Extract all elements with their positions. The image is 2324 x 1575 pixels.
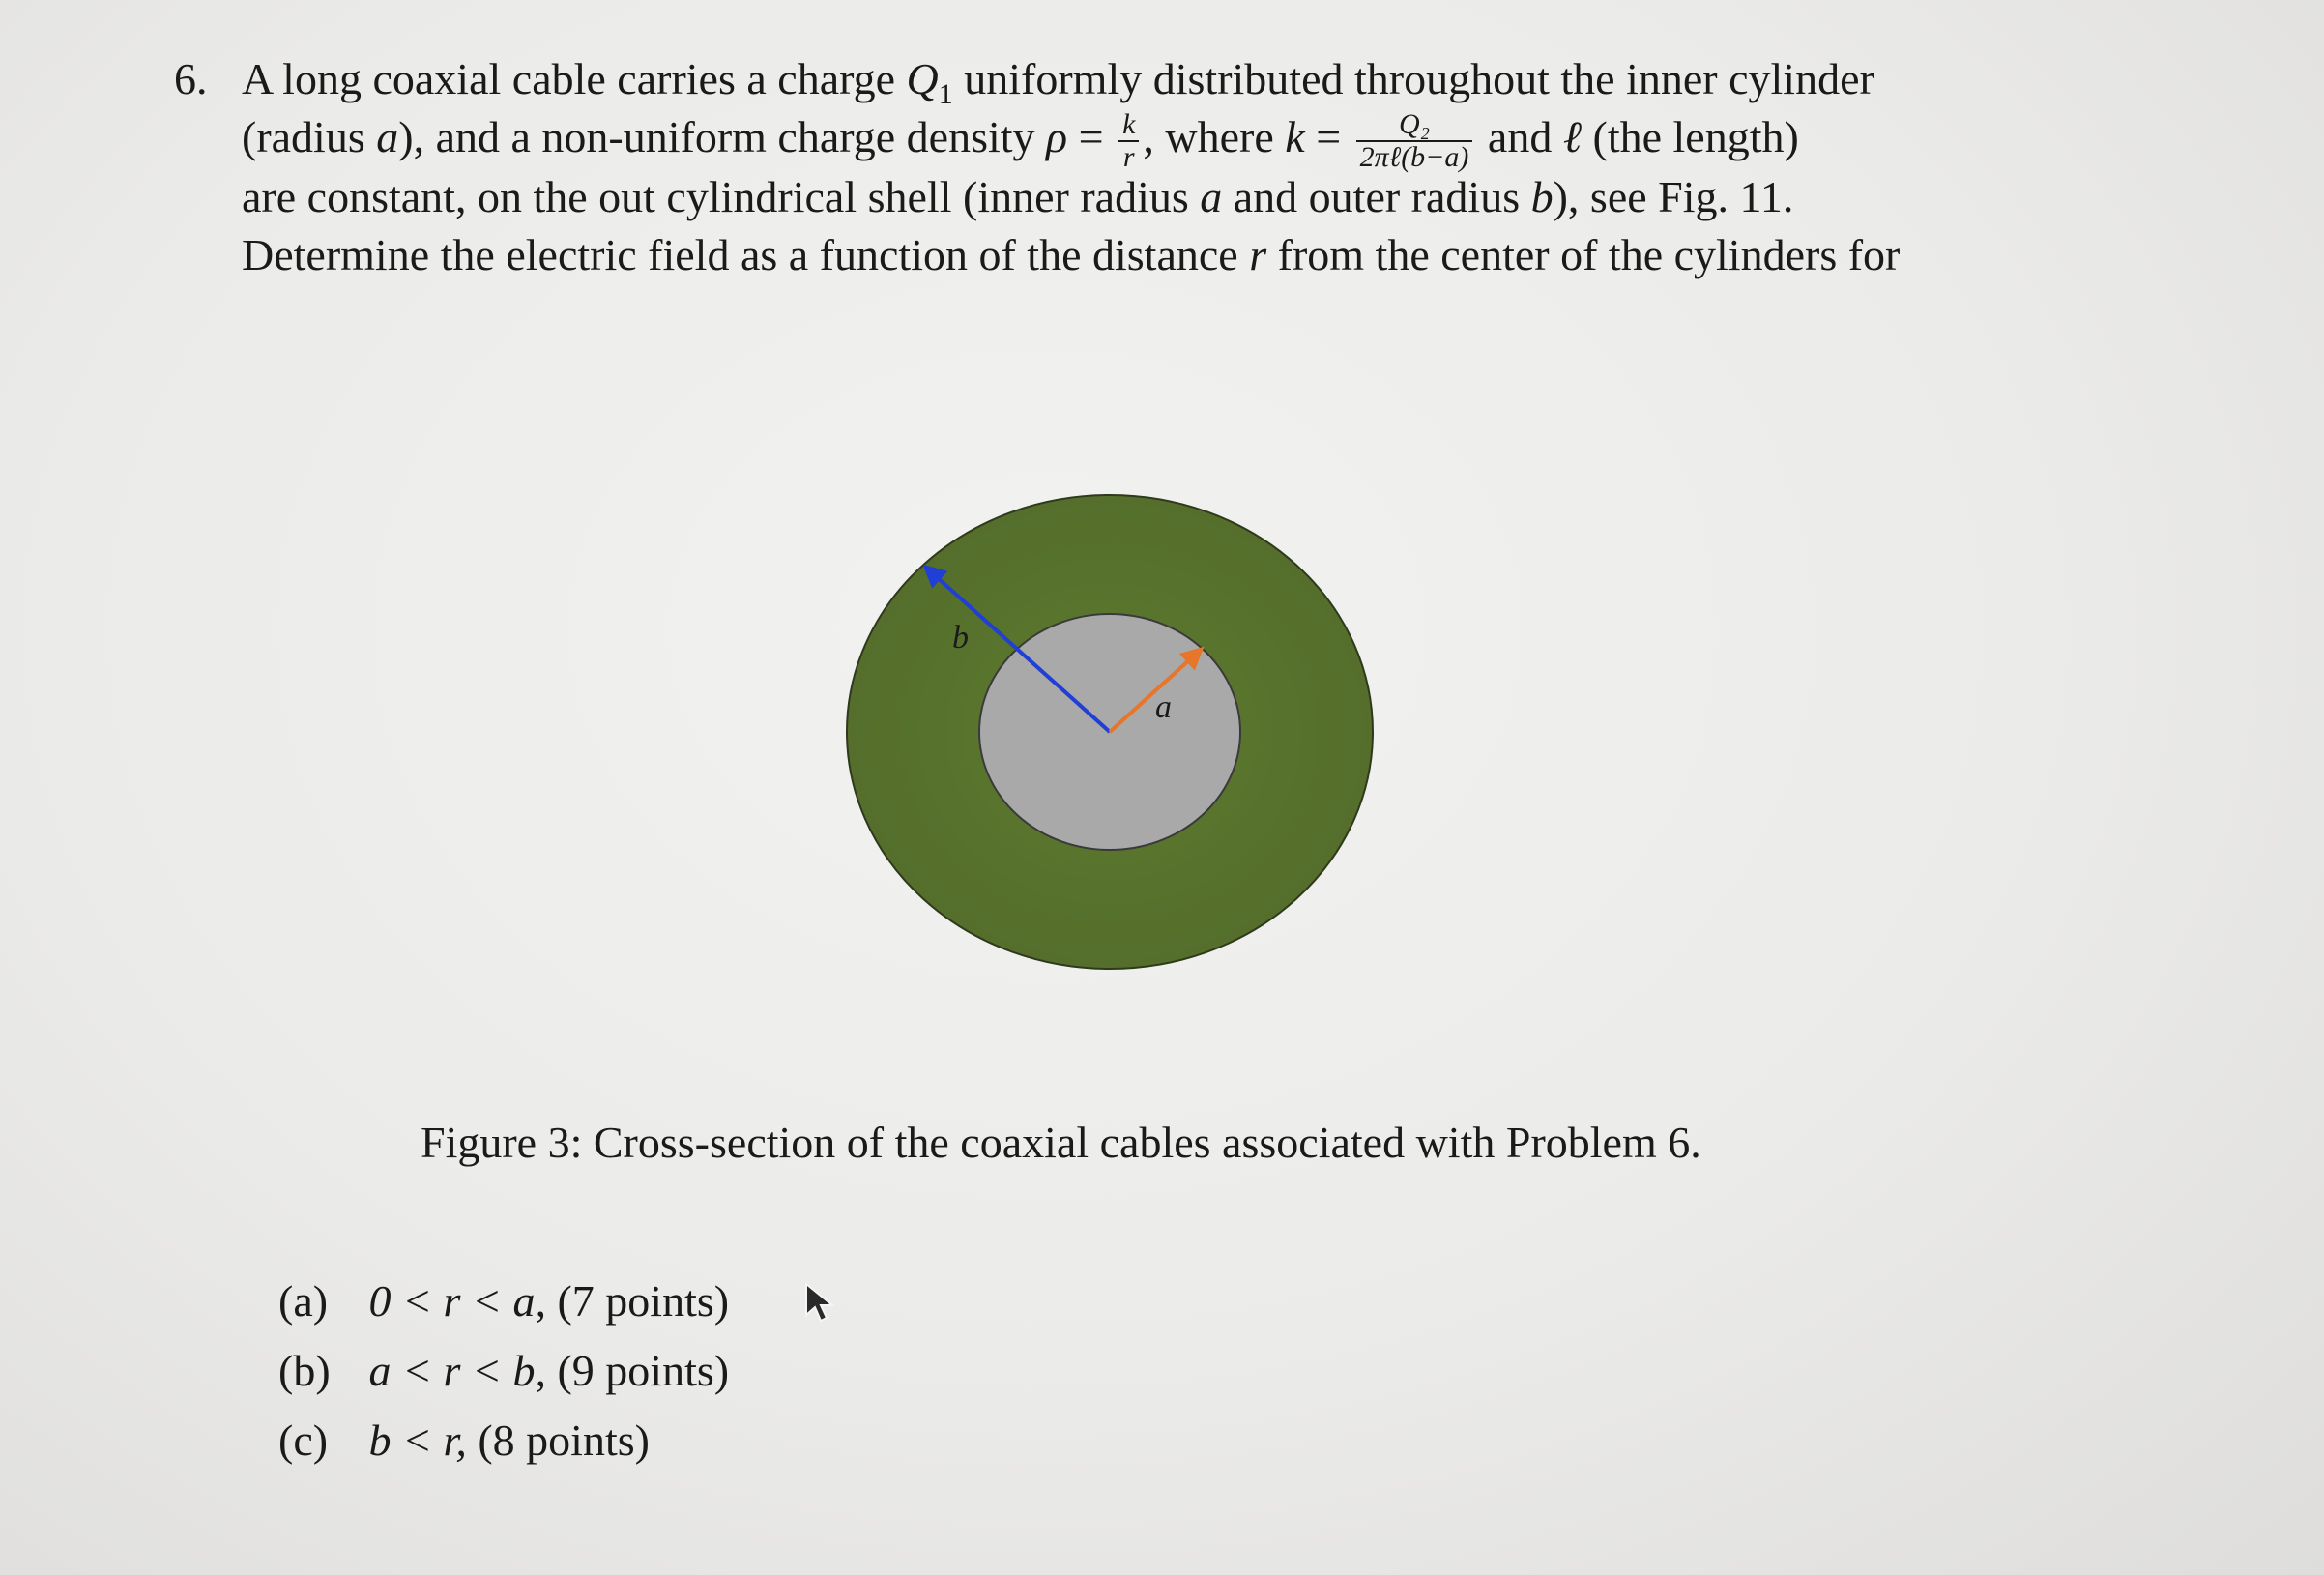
part-points: (9 points) — [557, 1346, 730, 1395]
text-segment: ), and a non-uniform charge density — [398, 112, 1047, 161]
part-condition: a < r < b, — [368, 1346, 546, 1395]
q1-subscript: 1 — [938, 78, 953, 111]
r-symbol: r — [1249, 230, 1267, 279]
part-condition: 0 < r < a, — [368, 1276, 546, 1326]
problem-line-4 — [242, 226, 1900, 284]
a-symbol: a — [1200, 172, 1223, 221]
part-condition: b < r, — [368, 1415, 467, 1465]
equals-sign: = — [1067, 112, 1116, 161]
fraction-denominator: 2πℓ(b−a) — [1359, 141, 1469, 174]
text-segment: from the center of the cylinders for — [1266, 230, 1901, 279]
ell-symbol: ℓ — [1562, 112, 1583, 161]
part-label: (a) — [278, 1276, 329, 1326]
part-label: (b) — [278, 1346, 331, 1395]
problem-line-3 — [242, 168, 1793, 226]
problem-line-2 — [242, 108, 1799, 173]
part-points: (8 points) — [478, 1415, 650, 1465]
fraction-k-definition — [1356, 109, 1473, 173]
text-segment: , where — [1143, 112, 1286, 161]
fraction-k-over-r — [1118, 109, 1139, 173]
b-symbol: b — [1530, 172, 1554, 221]
fraction-numerator: Q₂ — [1356, 109, 1473, 142]
text-segment: Determine the electric field as a function of the distance — [242, 230, 1250, 279]
part-label: (c) — [278, 1415, 329, 1465]
q1-symbol: Q — [906, 54, 939, 103]
problem-number: 6. — [174, 54, 208, 103]
text-segment: uniformly distributed throughout the inner cylinder — [952, 54, 1874, 103]
text-segment: ), see Fig. 11. — [1553, 172, 1794, 221]
figure-caption: Figure 3: Cross-section of the coaxial cables associated with Problem 6. — [421, 1118, 1701, 1167]
fraction-numerator: k — [1118, 109, 1139, 142]
equals-sign: = — [1304, 112, 1352, 161]
part-points: (7 points) — [557, 1276, 730, 1326]
coaxial-cross-section-figure — [841, 488, 1382, 972]
question-parts — [278, 1267, 729, 1475]
text-segment: are constant, on the out cylindrical shell (inner radius — [242, 172, 1201, 221]
part-b — [278, 1336, 729, 1406]
label-a: a — [1155, 689, 1172, 725]
text-segment: (the length) — [1582, 112, 1799, 161]
part-c — [278, 1406, 729, 1475]
fraction-denominator: r — [1122, 141, 1135, 174]
part-a — [278, 1267, 729, 1336]
mouse-cursor-icon — [804, 1282, 839, 1325]
text-segment: and outer radius — [1222, 172, 1531, 221]
rho-symbol: ρ — [1046, 112, 1068, 161]
text-segment: and — [1476, 112, 1563, 161]
text-segment: (radius — [242, 112, 377, 161]
k-symbol: k — [1285, 112, 1305, 161]
text-segment: A long coaxial cable carries a charge — [242, 54, 907, 103]
a-symbol: a — [376, 112, 399, 161]
label-b: b — [952, 620, 969, 656]
